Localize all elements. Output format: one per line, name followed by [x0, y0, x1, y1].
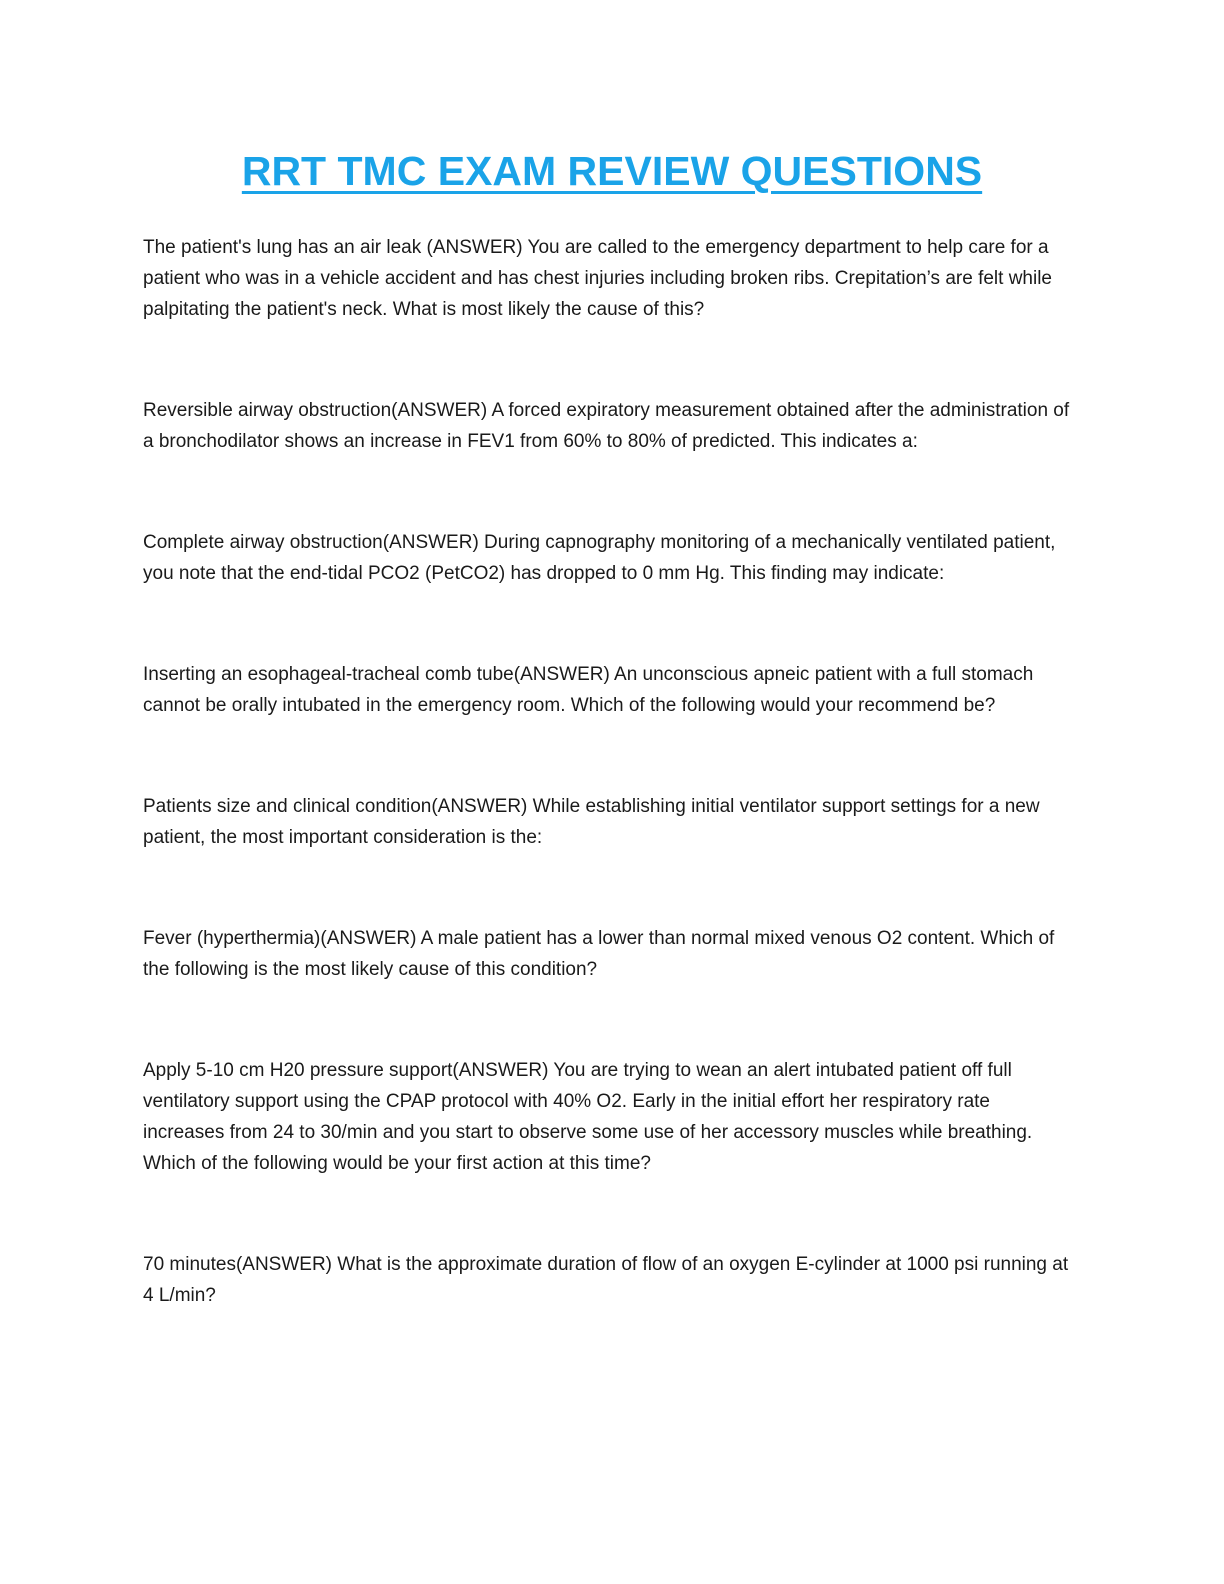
question-item-8: 70 minutes(ANSWER) What is the approximate duration of flow of an oxygen E-cylinder at 1000 psi running at 4 L/min? — [143, 1254, 1069, 1306]
question-item-2: Reversible airway obstruction(ANSWER) A forced expiratory measurement obtained after the administration of a bronchodilator shows an increase in FEV1 from 60% to 80% of predicted. This indicates a: — [143, 400, 1070, 452]
question-item-6: Fever (hyperthermia)(ANSWER) A male patient has a lower than normal mixed venous O2 content. Which of the following is the most likely cause of this condition? — [143, 928, 1055, 980]
question-list — [143, 232, 1073, 1311]
question-item-5: Patients size and clinical condition(ANSWER) While establishing initial ventilator support settings for a new patient, the most important consideration is the: — [143, 796, 1040, 848]
page-title-text: RRT TMC EXAM REVIEW QUESTIONS — [241, 148, 983, 194]
question-item-4: Inserting an esophageal-tracheal comb tube(ANSWER) An unconscious apneic patient with a full stomach cannot be orally intubated in the emergency room. Which of the following would your recommend be? — [143, 664, 1034, 716]
question-item-1: The patient's lung has an air leak (ANSWER) You are called to the emergency department to help care for a patient who was in a vehicle accident and has chest injuries including broken ribs. Crepitation’s are felt while palpitating the patient's neck. What is most likely the cause of this? — [143, 237, 1052, 320]
question-item-3: Complete airway obstruction(ANSWER) During capnography monitoring of a mechanically ventilated patient, you note that the end-tidal PCO2 (PetCO2) has dropped to 0 mm Hg. This finding may indicate: — [143, 532, 1056, 584]
question-item-7: Apply 5-10 cm H20 pressure support(ANSWER) You are trying to wean an alert intubated patient off full ventilatory support using the CPAP protocol with 40% O2. Early in the initial effort her respiratory rate increases from 24 to 30/min and you start to observe some use of her accessory muscles while breathing. Which of the following would be your first action at this time? — [143, 1060, 1033, 1174]
page-title — [0, 148, 1224, 195]
